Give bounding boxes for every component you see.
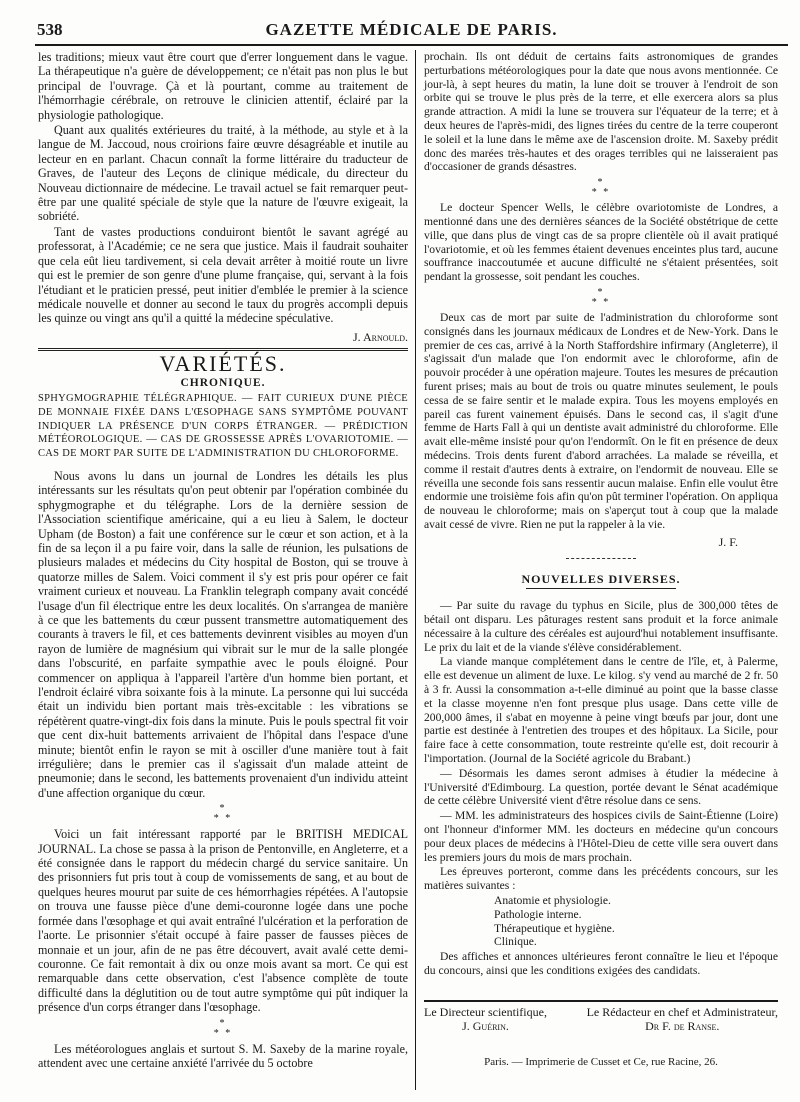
page-number: 538 [37, 20, 63, 39]
page-footer [424, 1005, 778, 1069]
news-item: — Désormais les dames seront admises à étudier la médecine à l'Université d'Edimbourg. La question, portée devant le Sénat académique de cette célèbre Université vient d'être résolue dans ce sens. [424, 766, 778, 808]
director-name: J. Guérin. [462, 1019, 509, 1033]
news-item: La viande manque complétement dans le centre de l'île, et, à Palerme, elle est devenue un aliment de luxe. Le kilog. s'y vend au marché de 2 fr. 50 à 3 fr. Aussi la consommation a-t-elle diminué au point que la basse classe et la classe moyenne n'en font presque plus usage. Dans cette ville de 200,000 âmes, il s'abat en moyenne à peine vingt bœufs par jour, dont une partie est destinée à l'entretien des troupes et des hôpitaux. La Sicile, pour faire face à cette consommation, toute restreinte qu'elle est, doit recourir à l'importation. (Journal de la Société agricole du Brabant.) [424, 655, 778, 766]
article-paragraph: Deux cas de mort par suite de l'administration du chloroforme sont consignés dans les journaux médicaux de Londres et de New-York. Dans le premier de ces cas, arrivé à la North Staffordshire infirmary (Angleterre), il s'agissait d'un malade que l'on endormit avec le chloroforme, afin de pouvoir procéder à une opération majeure. Toutes les mesures de précaution furent prises; mais au bout de trois ou quatre minutes seulement, le pouls cessa de se faire sentir et le malade expira. Tous les moyens employés en pareil cas furent vainement épuisés. Dans le second cas, il s'agit d'une femme de Harts Fall à qui un dentiste avait administré du chloroforme. Elle avait elle-même insisté pour qu'on l'endormît. On le fit en présence de deux médecins. Trois dents furent d'abord arrachées. La malade se réveilla, et comme il restait d'autres dents à extraire, on l'endormit de nouveau. Elle se réveilla une seconde fois sans ressentir aucun malaise. Enfin elle voulut être endormie une troisième fois afin qu'on pût terminer l'opération. On appliqua de nouveau le chloroforme; mais on s'aperçut tout à coup que la malade avait cessé de vivre. Rien ne put la rappeler à la vie. [424, 310, 778, 531]
editor-name: Dr F. de Ranse. [645, 1019, 720, 1033]
journal-title: GAZETTE MÉDICALE DE PARIS. [265, 20, 558, 39]
news-title-rule [526, 588, 676, 589]
right-column [424, 50, 778, 978]
page-header [35, 8, 788, 44]
director-signature [424, 1005, 547, 1033]
list-item: Pathologie interne. [494, 907, 582, 921]
review-paragraph: les traditions; mieux vaut être court que d'errer longuement dans le vague. La thérapeutique n'a guère de développement; ce n'était pas non plus le but principal de l'ouvrage. Çà et là pourtant, comme au traitement de l'hémorrhagie cérébrale, on retrouve le clinicien attentif, éclairé par la physiologie pathologique. [38, 50, 408, 122]
article-paragraph: prochain. Ils ont déduit de certains faits astronomiques de grandes perturbations météorologiques pour la date que nous avons mentionnée. Ce jour-là, à sept heures du matin, la lune doit se trouver à l'endroit de son orbite qui se trouve le plus près de la terre, et elle exercera alors sa plus grande attraction. A midi la lune se trouvera sur l'équateur de la terre; et à deux heures de l'après-midi, des lignes tirées du centre de la terre couperont le soleil et la lune dans le même axe de l'ascension droite. M. Saxeby prédit donc des marées très-hautes et des orages terribles qui ne laisseraient pas d'occasioner de grands désastres. [424, 50, 778, 174]
printer-line: Paris. — Imprimerie de Cusset et Ce, rue Racine, 26. [484, 1056, 718, 1068]
footer-rule [424, 1000, 778, 1002]
editor-signature [587, 1005, 778, 1033]
news-item: Les épreuves porteront, comme dans les précédents concours, sur les matières suivantes : [424, 865, 778, 893]
article-paragraph: Voici un fait intéressant rapporté par le BRITISH MEDICAL JOURNAL. La chose se passa à la prison de Pentonville, en Angleterre, et a été consignée dans le rapport du médecin chargé du service sanitaire. Un des prisonniers fut pris tout à coup de vomissements de sang, et au bout de quelques heures mourut par suite de ces hémorrhagies répétées. A l'autopsie on trouva une fausse pièce d'une demi-couronne logée dans une poche formée dans l'œsophage et qui avait entraîné l'ulcération et la perforation de l'aorte. Le prisonnier s'était occupé à faire passer de fausses pièces de monnaie et un jour, afin de ne pas être découvert, avait avalé cette demi-couronne. Ce fait remontait à dix ou onze mois avant sa mort. Ce qui est remarquable dans cette observation, c'est l'absence complète de toute difficulté dans la déglutition ou de tout autre symptôme qui pût indiquer la présence d'un corps étranger dans l'œsophage. [38, 827, 408, 1015]
article-paragraph: Nous avons lu dans un journal de Londres les détails les plus intéressants sur les résultats qu'on peut obtenir par l'opération combinée du sphygmographe et du télégraphe. Lors de la dernière session de l'Association scientifique américaine, qui a eu lieu à Salem, le docteur Upham (de Boston) a fait une conférence sur le cœur et son action, et à la fin de sa leçon il a pu faire voir, dans la salle de réunion, les pulsations de plusieurs malades et médecins du City hospital de Boston, qui se trouve à quatorze milles de Salem. Voici comment il s'y est pris pour opérer ce fait vraiment curieux et nouveau. La Franklin telegraph company avait concédé l'usage d'un fil électrique entre les deux localités. On s'arrangea de manière à ce que les battements du cœur pussent transmettre automatiquement des courants à travers le fil, et ces battements devinrent visibles au moyen d'un rayon de lumière de magnésium qui vibrait sur le mur de la salle plongée dans l'obscurité, en parfaite sympathie avec le pouls éloigné. Pour commencer on appliqua à l'appareil l'artère d'un homme bien portant, et l'endroit éclairé vibra soixante fois à la minute. La personne qui lui succéda était un individu bien portant mais très-excitable : les vibrations se répétèrent quatre-vingt-dix fois dans la minute. Puis le pouls spectral fit voir que cent dix-huit battements arrivaient de l'hôpital dans l'espace d'une minute; bientôt enfin le rayon se mit à osciller d'une manière tout à fait irrégulière; dans le premier cas il s'agissait d'un malade atteint de pneumonie; dans le second, les battements provenaient d'un individu atteint d'une affection organique du cœur. [38, 468, 408, 800]
editor-role: Le Rédacteur en chef et Administrateur, [586, 1005, 778, 1019]
director-role: Le Directeur scientifique, [424, 1005, 547, 1019]
news-item: — MM. les administrateurs des hospices civils de Saint-Étienne (Loire) ont l'honneur d'informer MM. les docteurs en médecine qu'un concours pour deux places de médecins à l'Hôtel-Dieu de cette ville sera ouvert dans les premiers jours du mois de mars prochain. [424, 809, 778, 864]
chronique-summary [38, 392, 408, 461]
left-column [38, 50, 408, 1070]
short-divider [566, 558, 636, 559]
list-item: Clinique. [494, 935, 537, 949]
review-paragraph: Quant aux qualités extérieures du traité, à la méthode, au style et à la langue de M. Jaccoud, nous croirions faire œuvre désagréable et inutile au lecteur en en parlant. Chacun connaît la forme littéraire du traducteur de Graves, de l'auteur des Leçons de clinique médicale, du directeur du Nouveau dictionnaire de médecine. Le travail actuel se fait remarquer peut-être par une qualité spéciale de style que la nature de l'œuvre exigeait, la sobriété. [38, 123, 408, 224]
summary-text: SPHYGMOGRAPHIE TÉLÉGRAPHIQUE. — FAIT CURIEUX D'UNE PIÈCE DE MONNAIE FIXÉE DANS L'ŒSOPHAGE SANS SYMPTÔME POUVANT INDIQUER LA PRÉSENCE D'UN CORPS ÉTRANGER. — PRÉDICTION MÉTÉOROLOGIQUE. — CAS DE GROSSESSE APRÈS L'OVARIOTOMIE. — CAS DE MORT PAR SUITE DE L'ADMINISTRATION DU CHLOROFORME. [38, 392, 408, 460]
article-paragraph: Le docteur Spencer Wells, le célèbre ovariotomiste de Londres, a mentionné dans une des dernières séances de la Société obstétrique de cette ville, que dans plus de vingt cas de sa propre clientèle où il avait pratiqué l'ovariotomie, et où les femmes étaient devenues enceintes plus tard, aucune souffrance inaccoutumée et aucune difficulté ne s'étaient présentées, soit pendant la grossesse, soit pendant les couches. [424, 201, 778, 284]
chronique-label: CHRONIQUE. [180, 376, 266, 389]
news-item: — Par suite du ravage du typhus en Sicile, plus de 300,000 têtes de bétail ont disparu. Les pâturages restent sans produit et la force animale nécessaire à la culture des céréales est aujourd'hui notablement insuffisante. Le prix du lait et de la viande s'élève considérablement. [424, 599, 778, 654]
asterism: * * * [213, 803, 233, 825]
section-title: VARIÉTÉS. [159, 351, 287, 377]
list-item: Anatomie et physiologie. [494, 894, 611, 908]
news-section-title: NOUVELLES DIVERSES. [521, 571, 681, 586]
footer-signatures [424, 1005, 778, 1033]
article-paragraph: Les météorologues anglais et surtout S. M. Saxeby de la marine royale, attendent avec une certaine anxiété l'arrivée du 5 octobre [38, 1041, 408, 1070]
asterism: * * * [591, 177, 611, 199]
asterism: * * * [591, 286, 611, 308]
author-signature: J. F. [718, 534, 738, 549]
column-divider [415, 50, 416, 1090]
asterism: * * * [213, 1017, 233, 1039]
list-item: Thérapeutique et hygiène. [494, 921, 615, 935]
exam-subjects-list [494, 894, 778, 949]
news-item: Des affiches et annonces ultérieures feront connaître le lieu et l'époque du concours, ainsi que les conditions exigées des candidats. [424, 950, 778, 978]
header-rule [35, 44, 788, 46]
author-signature: J. Arnould. [352, 329, 408, 344]
review-paragraph: Tant de vastes productions conduiront bientôt le savant agrégé au professorat, à l'Académie; ce ne sera que justice. Mais il faudrait souhaiter que cela eût lieu tardivement, si cela devait arrêter à moitié route un livre qui est le premier de son genre d'une plume française, qui, servant à la fois l'étudiant et le praticien pressé, peut initier d'emblée le premier à la science médicale nouvelle et donner au second le taux du progrès accompli depuis les quinze ou vingt ans qu'il a quitté la médecine spéculative. [38, 224, 408, 326]
